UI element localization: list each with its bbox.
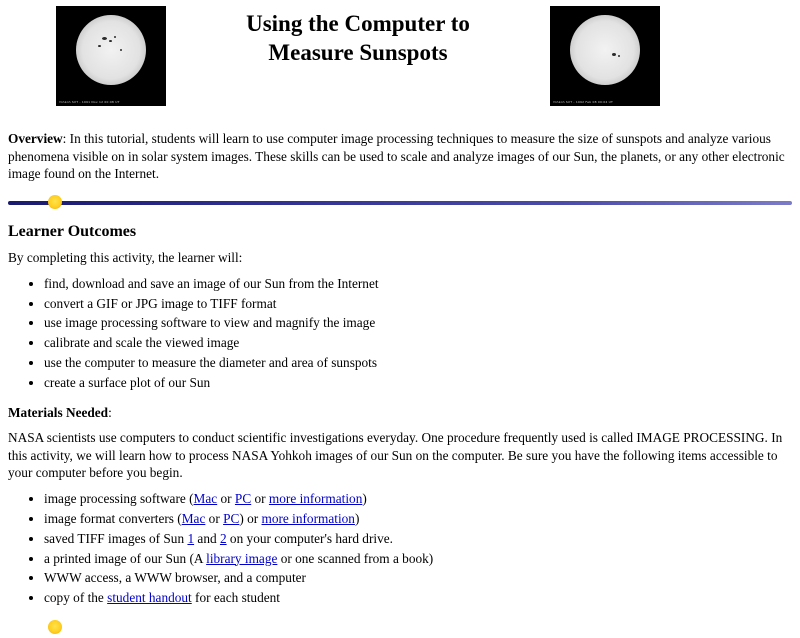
link[interactable]: more information	[268, 490, 363, 506]
learner-outcomes-intro: By completing this activity, the learner will:	[8, 250, 243, 266]
list-item-text: or	[217, 490, 235, 506]
photo-caption-left: Yohkoh SXT - 1991 Nov 12 00:08 UT	[59, 100, 120, 104]
sun-disc-left	[76, 15, 146, 85]
list-item-text: for each student	[191, 590, 280, 606]
materials-paragraph: NASA scientists use computers to conduct scientific investigations everyday. One procedure frequently used is called IMAGE PROCESSING. In this activity, we will learn how to process NASA Yohkoh images of our Sun on the computer. Be sure you have the following items accessible to your computer before you begin.	[8, 429, 783, 481]
page-title	[166, 6, 550, 68]
sun-icon	[44, 191, 66, 213]
list-item: • use image processing software to view and magnify the image	[44, 314, 792, 333]
list-item-text: copy of the	[44, 590, 108, 606]
list-item: • find, download and save an image of our Sun from the Internet	[44, 275, 792, 294]
sun-disc-right	[570, 15, 640, 85]
link[interactable]: PC	[234, 490, 252, 506]
overview-paragraph	[8, 130, 792, 183]
list-item	[44, 530, 792, 549]
link[interactable]: 2	[219, 530, 227, 546]
list-item: • calibrate and scale the viewed image	[44, 334, 792, 353]
materials-list	[8, 490, 792, 608]
list-item-text: )	[354, 510, 360, 526]
link[interactable]: 1	[187, 530, 195, 546]
list-item	[44, 490, 792, 509]
list-item-text: image processing software (	[44, 490, 194, 506]
list-item-text: a printed image of our Sun (A	[44, 550, 207, 566]
photo-caption-right: Yohkoh SXT - 1992 Feb 08 00:04 UT	[553, 100, 614, 104]
list-item	[44, 589, 792, 608]
list-item-text: WWW access, a WWW browser, and a computer	[44, 570, 306, 586]
list-item: • create a surface plot of our Sun	[44, 374, 792, 393]
sun-icon	[44, 616, 66, 638]
list-item-text: ) or	[239, 510, 262, 526]
link[interactable]: Mac	[181, 510, 206, 526]
materials-heading	[8, 405, 792, 421]
page-title-line2: Measure Sunspots	[268, 39, 448, 65]
link[interactable]: Mac	[193, 490, 218, 506]
link[interactable]: student handout	[107, 590, 192, 606]
page-title-line1: Using the Computer to	[246, 11, 470, 36]
list-item	[44, 550, 792, 569]
list-item	[44, 569, 792, 588]
list-item-text: saved TIFF images of Sun	[44, 530, 188, 546]
list-item: • use the computer to measure the diameter and area of sunspots	[44, 354, 792, 373]
learner-outcomes-list	[8, 275, 792, 393]
link[interactable]: more information	[261, 510, 355, 526]
link[interactable]: library image	[206, 550, 278, 566]
materials-heading-text: Materials Needed	[8, 404, 109, 420]
list-item-text: and	[194, 530, 220, 546]
list-item-text: )	[362, 490, 367, 506]
bottom-divider	[8, 616, 792, 638]
list-item-text: or one scanned from a book)	[277, 550, 434, 566]
learner-outcomes-heading: Learner Outcomes	[8, 223, 137, 241]
sunspot-photo-left	[56, 6, 166, 106]
list-item-text: or	[205, 510, 224, 526]
list-item-text: on your computer's hard drive.	[226, 530, 393, 546]
document-header	[8, 6, 792, 106]
list-item-text: image format converters (	[44, 510, 182, 526]
materials-heading-suffix: :	[108, 404, 112, 420]
list-item	[44, 510, 792, 529]
divider-bar	[8, 201, 792, 205]
section-divider	[8, 191, 792, 213]
overview-text: : In this tutorial, students will learn to use computer image processing techniques to measure the size of sunspots and analyze various phenomena visible on in solar system images. These skills can be used to scale and analyze images of our Sun, the planets, or any other electronic image found on the Internet.	[8, 131, 785, 182]
sunspot-photo-right	[550, 6, 660, 106]
overview-label: Overview	[8, 131, 63, 146]
list-item: • convert a GIF or JPG image to TIFF format	[44, 295, 792, 314]
list-item-text: or	[251, 490, 269, 506]
link[interactable]: PC	[223, 510, 240, 526]
